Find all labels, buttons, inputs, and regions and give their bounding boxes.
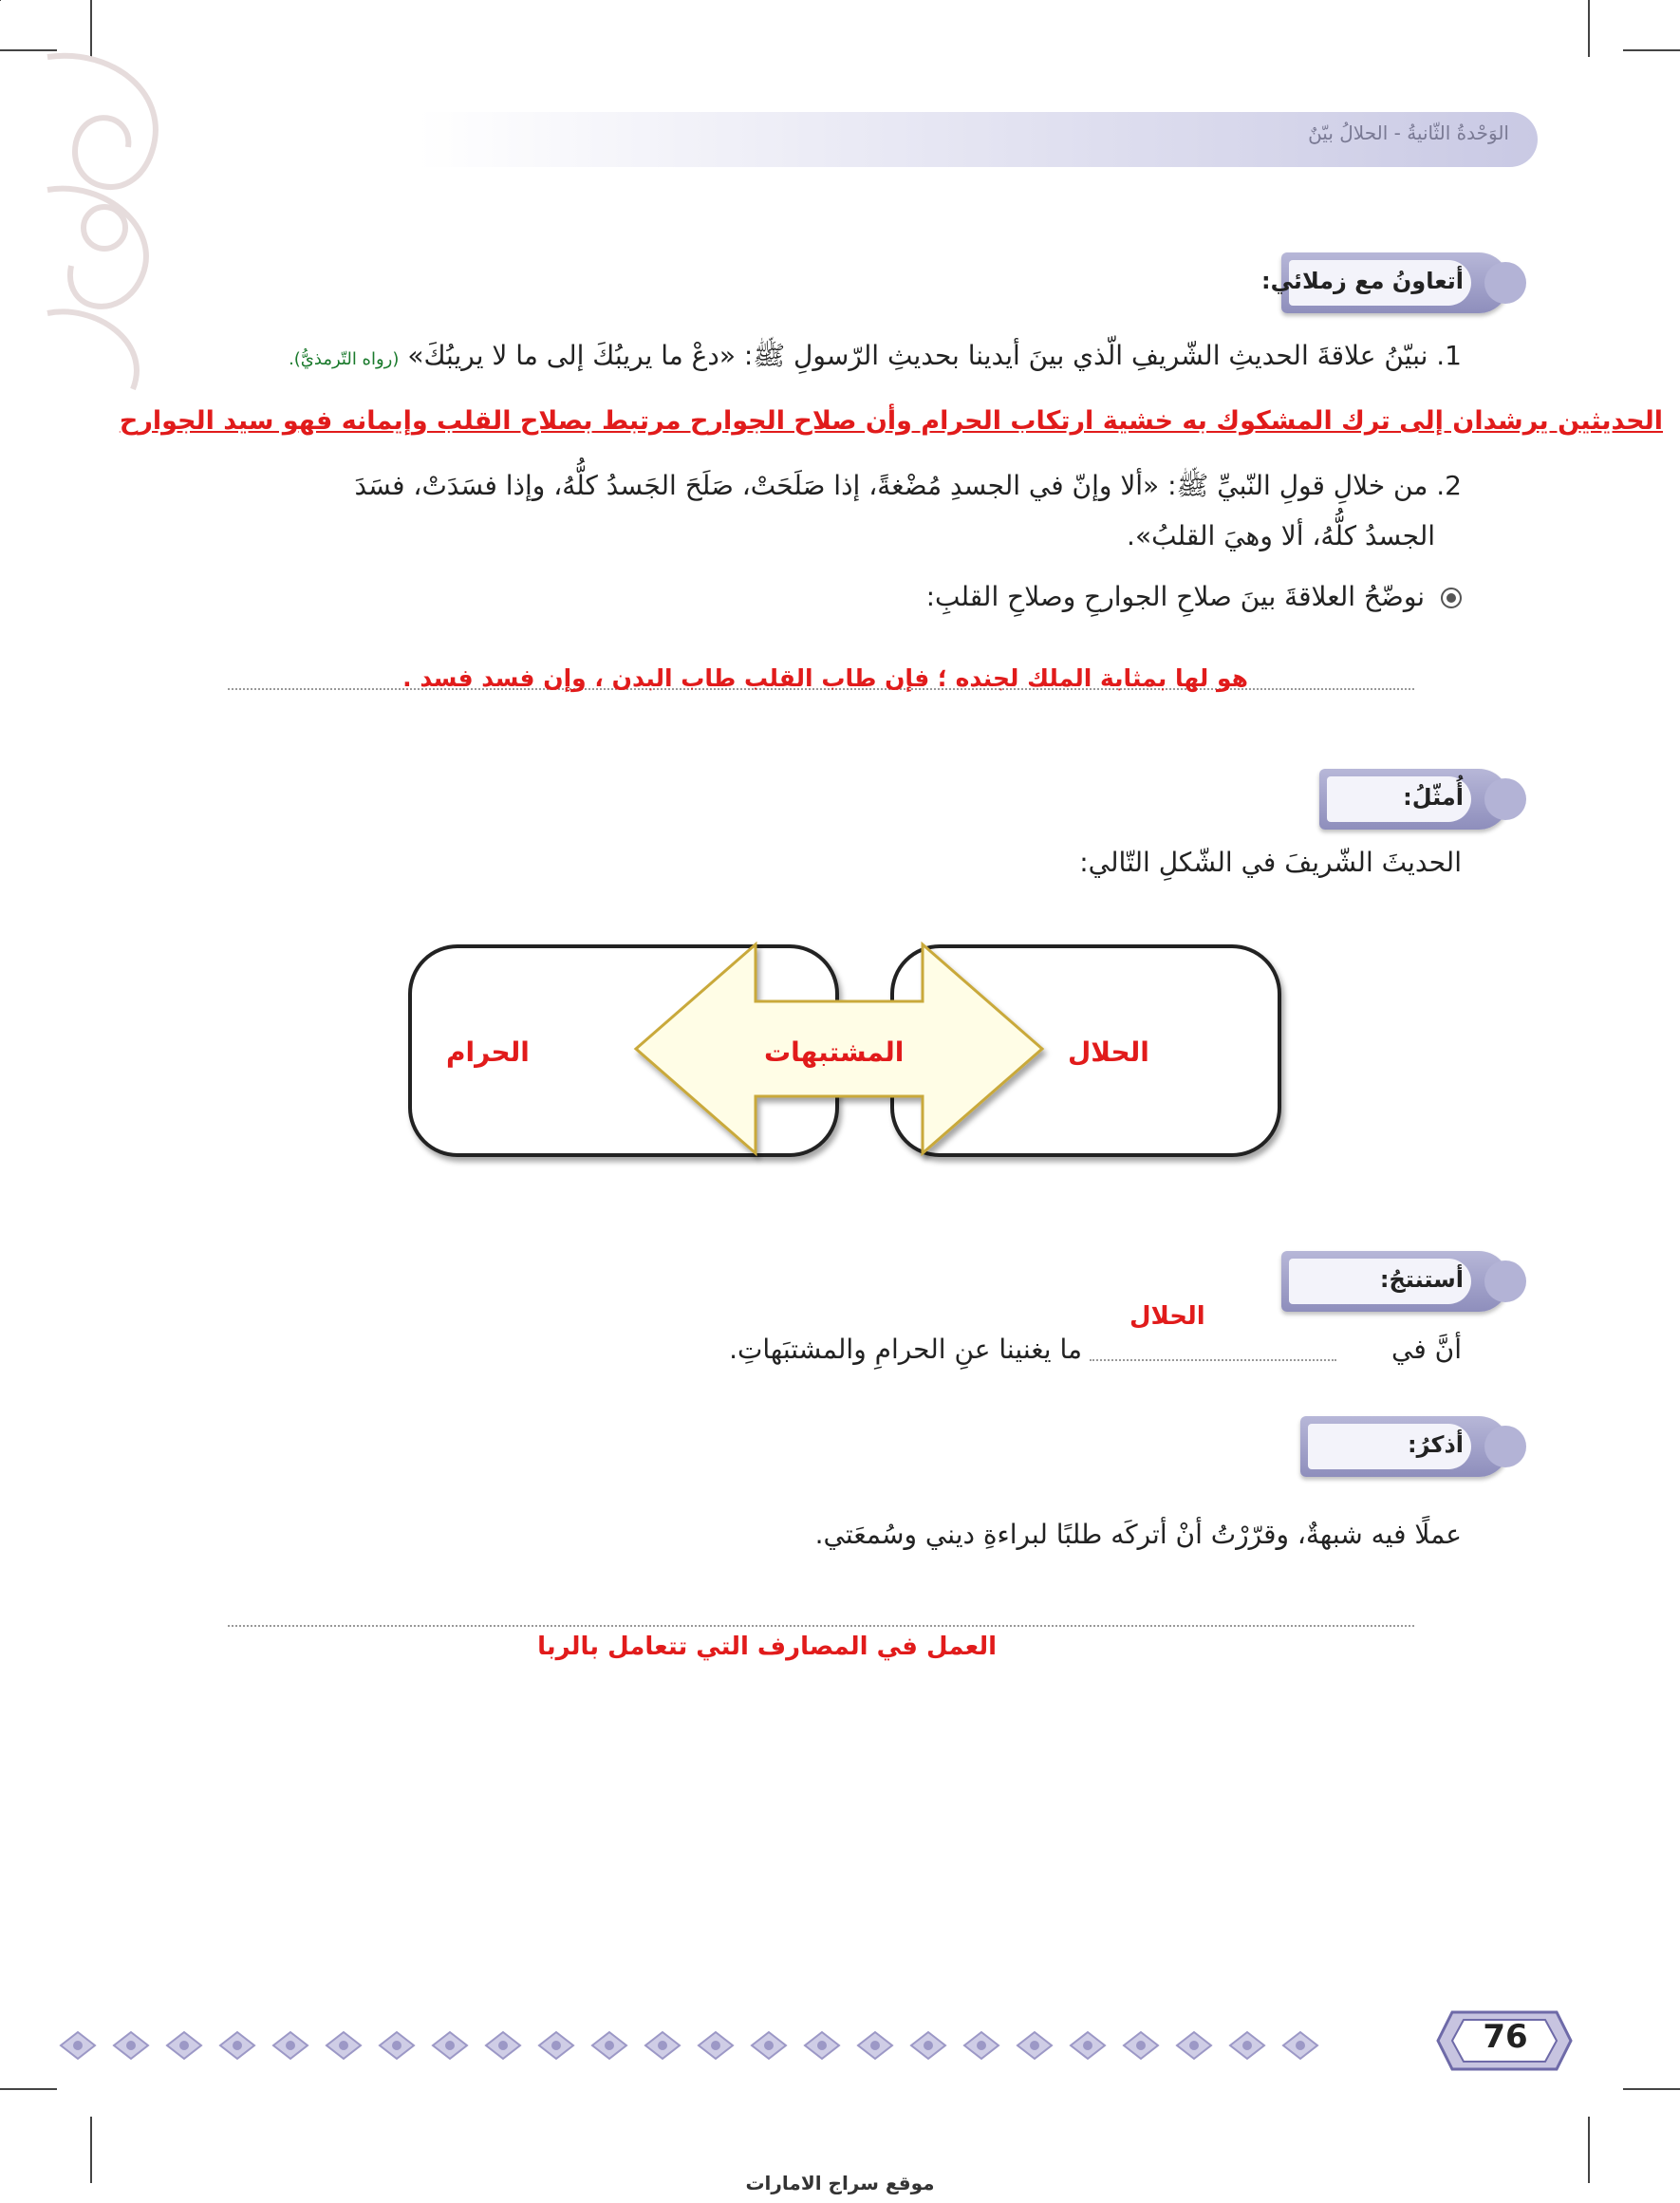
section-title: أُمثّلُ: — [1403, 784, 1464, 811]
question-2-line-1: 2. من خلالِ قولِ النّبيِّ ﷺ: «ألا وإنّ في الجسدِ مُضْغةً، إذا صَلَحَتْ، صَلَحَ الجَسدُ كلُّهُ، وإذا فسَدَتْ، فسَدَ — [354, 470, 1462, 501]
footer-site-name: موقع سراج الامارات — [745, 2172, 935, 2194]
answer-2: هو لها بمثابة الملك لجنده ؛ فإن طاب القلب طاب البدن ، وإن فسد فسد . — [402, 664, 1248, 692]
crop-mark — [1623, 2088, 1680, 2090]
conclude-answer: الحلال — [1129, 1302, 1205, 1331]
conclude-text-before: أنَّ في — [1391, 1334, 1462, 1365]
bottom-ornament-border — [57, 2026, 1452, 2064]
arabesque-ornament — [38, 38, 180, 408]
bullet-icon — [1441, 588, 1462, 608]
conclude-blank — [1090, 1359, 1336, 1361]
mention-prompt: عملًا فيه شبهةٌ، وقرّرْتُ أنْ أتركَه طلبًا لبراءةِ ديني وسُمعَتي. — [814, 1519, 1462, 1550]
crop-mark — [0, 2088, 57, 2090]
question-2-line-2: الجسدُ كلُّهُ، ألا وهيَ القلبُ». — [1127, 520, 1435, 551]
crop-mark — [1623, 49, 1680, 51]
section-title: أستنتجُ: — [1379, 1266, 1464, 1293]
question-1-text: 1. نبيّنُ علاقةَ الحديثِ الشّريفِ الّذي بينَ أيدينا بحديثِ الرّسولِ ﷺ: «دعْ ما يريبُكَ إلى ما لا يريبُكَ» — [407, 340, 1462, 371]
page-number: 76 — [1483, 2018, 1528, 2056]
diagram-label-mushtabihat: المشتبهات — [764, 1036, 905, 1068]
mention-answer: العمل في المصارف التي تتعامل بالربا — [537, 1633, 997, 1661]
hadith-source: (رواه التّرمذيُّ). — [289, 349, 400, 369]
question-2-bullet — [926, 581, 1462, 612]
question-1 — [289, 340, 1462, 378]
section-title: أذكرُ: — [1407, 1431, 1464, 1458]
section-tab-conclude — [1281, 1251, 1509, 1312]
conclude-text-after: ما يغنينا عنِ الحرامِ والمشتبَهاتِ. — [729, 1334, 1082, 1365]
diagram-label-halal: الحلال — [1068, 1036, 1149, 1068]
represent-instruction: الحديثَ الشّريفَ في الشّكلِ التّالي: — [1079, 847, 1462, 878]
diagram-label-haram: الحرام — [446, 1036, 530, 1068]
section-tab-cooperate — [1261, 252, 1509, 313]
crop-mark — [1588, 0, 1590, 57]
section-tab-represent — [1319, 769, 1509, 830]
section-tab-mention — [1300, 1416, 1509, 1477]
crop-mark — [0, 0, 1, 1]
bullet-text: نوضّحُ العلاقةَ بينَ صلاحِ الجوارحِ وصلاحِ القلبِ: — [925, 581, 1426, 612]
answer-1: الحديثين يرشدان إلى ترك المشكوك به خشية ارتكاب الحرام وأن صلاح الجوارح مرتبط بصلاح القلب وإيمانه فهو سيد الجوارح — [119, 406, 1663, 436]
answer-line — [228, 1625, 1414, 1627]
section-title: أتعاونُ مع زملائي: — [1261, 268, 1464, 294]
unit-title: الوَحْدةُ الثّانيةُ - الحلالُ بيّنٌ — [1308, 121, 1509, 144]
